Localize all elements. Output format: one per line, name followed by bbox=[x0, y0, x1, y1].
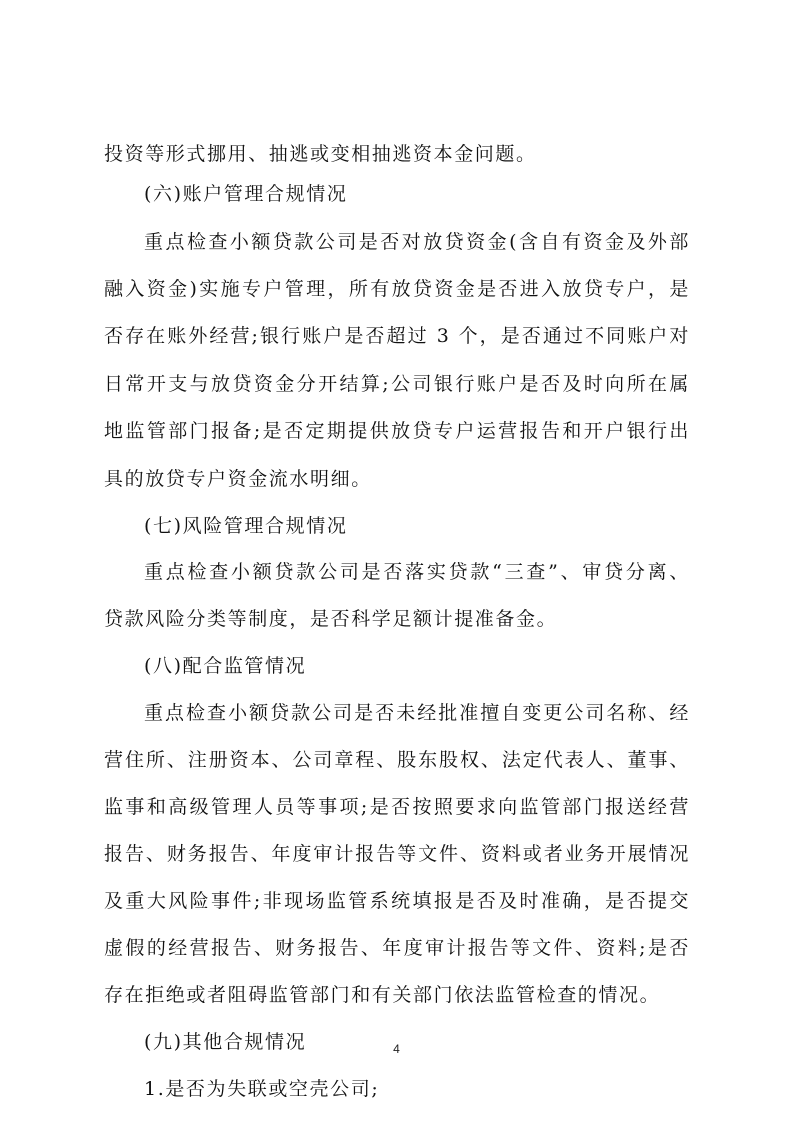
text-line-1: 投资等形式挪用、抽逃或变相抽逃资本金问题。 bbox=[104, 143, 537, 165]
text-line-3: 重点检查小额贷款公司是否对放贷资金(含自有资金及外部 bbox=[144, 231, 690, 253]
section-heading-accounts: (六)账户管理合规情况 bbox=[144, 183, 348, 205]
section-heading-other: (九)其他合规情况 bbox=[144, 1031, 307, 1053]
section-heading-supervision: (八)配合监管情况 bbox=[144, 655, 307, 677]
text-line-16: 报告、财务报告、年度审计报告等文件、资料或者业务开展情况 bbox=[104, 843, 690, 865]
section-heading-risk: (七)风险管理合规情况 bbox=[144, 515, 348, 537]
text-line-11: 贷款风险分类等制度，是否科学足额计提准备金。 bbox=[104, 608, 558, 630]
text-line-17: 及重大风险事件;非现场监管系统填报是否及时准确，是否提交 bbox=[104, 890, 690, 912]
page-number: 4 bbox=[393, 1042, 400, 1056]
text-line-19: 存在拒绝或者阻碍监管部门和有关部门依法监管检查的情况。 bbox=[104, 984, 661, 1006]
text-line-21: 1.是否为失联或空壳公司; bbox=[144, 1078, 380, 1100]
text-line-15: 监事和高级管理人员等事项;是否按照要求向监管部门报送经营 bbox=[104, 796, 690, 818]
text-line-7: 地监管部门报备;是否定期提供放贷专户运营报告和开户银行出 bbox=[104, 420, 690, 442]
text-line-14: 营住所、注册资本、公司章程、股东股权、法定代表人、董事、 bbox=[104, 749, 690, 771]
text-line-10: 重点检查小额贷款公司是否落实贷款“三查”、审贷分离、 bbox=[144, 561, 690, 583]
text-line-4: 融入资金)实施专户管理，所有放贷资金是否进入放贷专户，是 bbox=[104, 278, 690, 300]
text-line-18: 虚假的经营报告、财务报告、年度审计报告等文件、资料;是否 bbox=[104, 937, 690, 959]
text-line-13: 重点检查小额贷款公司是否未经批准擅自变更公司名称、经 bbox=[144, 702, 690, 724]
text-line-8: 具的放贷专户资金流水明细。 bbox=[104, 468, 372, 490]
text-line-6: 日常开支与放贷资金分开结算;公司银行账户是否及时向所在属 bbox=[104, 373, 690, 395]
text-line-5: 否存在账外经营;银行账户是否超过 3 个，是否通过不同账户对 bbox=[104, 325, 690, 347]
